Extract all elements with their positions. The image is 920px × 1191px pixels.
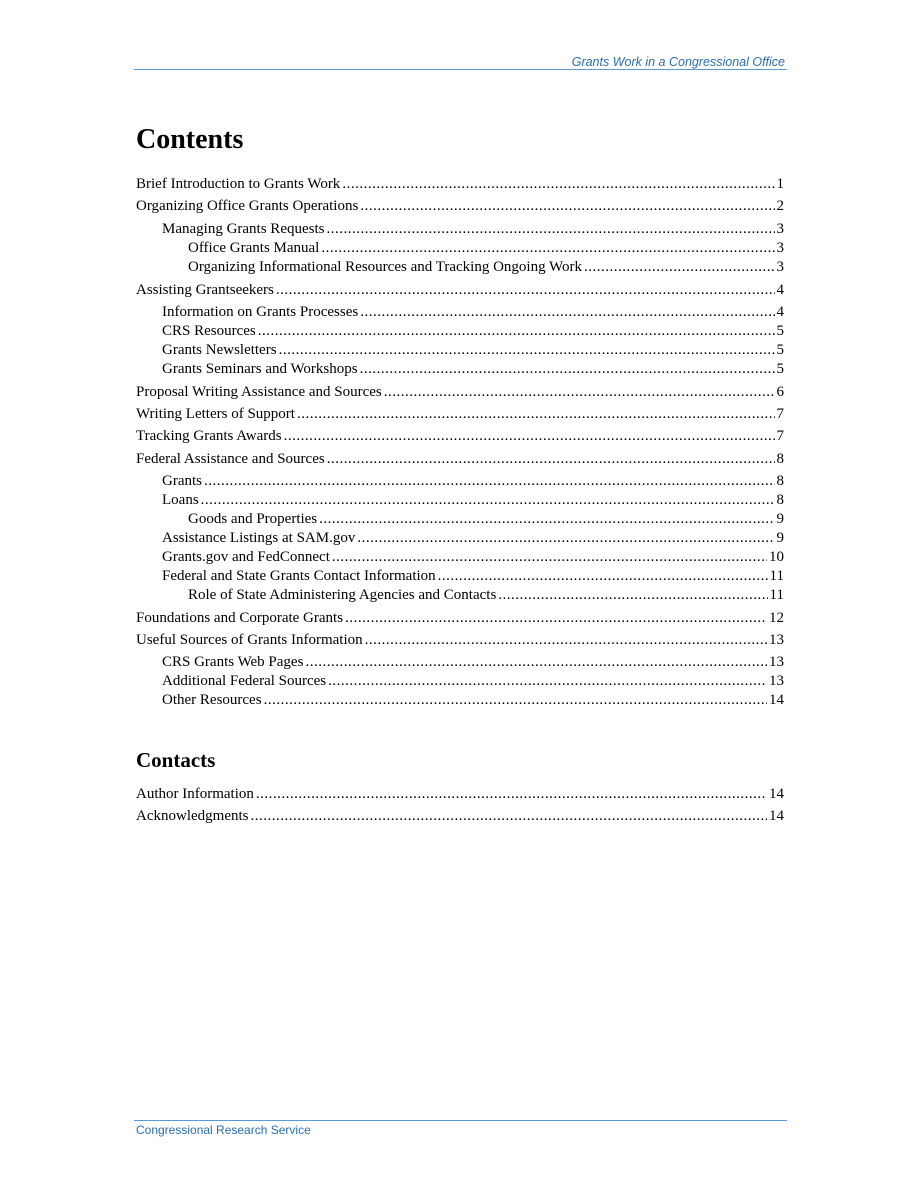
- toc-entry[interactable]: [136, 609, 784, 628]
- toc-entry-page: 7: [776, 428, 784, 444]
- toc-entry[interactable]: [188, 586, 784, 605]
- toc-entry-label: Grants.gov and FedConnect: [162, 549, 330, 565]
- toc-dot-leader: [250, 807, 767, 826]
- toc-dot-leader: [258, 322, 775, 341]
- toc-entry[interactable]: [136, 281, 784, 300]
- toc-dot-leader: [279, 341, 775, 360]
- toc-entry-page: 13: [769, 654, 784, 670]
- toc-dot-leader: [305, 653, 767, 672]
- toc-entry-label: Tracking Grants Awards: [136, 428, 282, 444]
- toc-entry-label: Managing Grants Requests: [162, 221, 325, 237]
- toc-entry[interactable]: [136, 631, 784, 650]
- toc-entry[interactable]: [188, 258, 784, 277]
- toc-dot-leader: [264, 691, 767, 710]
- toc-entry[interactable]: [136, 807, 784, 826]
- toc-entry-label: Federal and State Grants Contact Information: [162, 568, 436, 584]
- toc-entry-page: 1: [776, 176, 784, 192]
- footer-publisher: Congressional Research Service: [136, 1123, 311, 1137]
- running-header: Grants Work in a Congressional Office: [571, 55, 785, 69]
- toc-entry-page: 4: [776, 282, 784, 298]
- toc-entry[interactable]: [162, 341, 784, 360]
- toc-dot-leader: [365, 631, 767, 650]
- toc-dot-leader: [319, 510, 774, 529]
- toc-entry-page: 5: [776, 323, 784, 339]
- toc-dot-leader: [360, 360, 775, 379]
- toc-entry-page: 14: [769, 786, 784, 802]
- toc-dot-leader: [357, 529, 774, 548]
- toc-entry-page: 9: [776, 511, 784, 527]
- toc-entry-label: Brief Introduction to Grants Work: [136, 176, 341, 192]
- toc-entry[interactable]: [162, 567, 784, 586]
- toc-entry-label: Grants: [162, 473, 202, 489]
- toc-entry-label: CRS Grants Web Pages: [162, 654, 304, 670]
- toc-entry[interactable]: [162, 691, 784, 710]
- footer-rule: [134, 1120, 787, 1121]
- toc-entry-label: Information on Grants Processes: [162, 304, 359, 320]
- toc-entry[interactable]: [162, 672, 784, 691]
- toc-dot-leader: [342, 175, 774, 194]
- toc-dot-leader: [284, 427, 775, 446]
- toc-entry-label: Writing Letters of Support: [136, 406, 295, 422]
- toc-entry-page: 8: [776, 492, 784, 508]
- toc-dot-leader: [360, 197, 774, 216]
- toc-entry-label: Assistance Listings at SAM.gov: [162, 530, 356, 546]
- toc-dot-leader: [384, 383, 775, 402]
- toc-entry-label: Useful Sources of Grants Information: [136, 632, 363, 648]
- toc-entry-label: Proposal Writing Assistance and Sources: [136, 384, 382, 400]
- toc-entry[interactable]: [162, 548, 784, 567]
- toc-entry-page: 12: [769, 610, 784, 626]
- toc-dot-leader: [276, 281, 775, 300]
- toc-entry-label: Author Information: [136, 786, 254, 802]
- toc-dot-leader: [332, 548, 767, 567]
- toc-entry-page: 13: [769, 673, 784, 689]
- toc-entry[interactable]: [136, 450, 784, 469]
- toc-entry-page: 5: [776, 342, 784, 358]
- toc-entry-page: 3: [776, 221, 784, 237]
- toc-entry-page: 7: [776, 406, 784, 422]
- toc-entry[interactable]: [162, 653, 784, 672]
- toc-dot-leader: [327, 450, 775, 469]
- toc-entry[interactable]: [188, 510, 784, 529]
- toc-dot-leader: [297, 405, 775, 424]
- toc-entry-label: CRS Resources: [162, 323, 256, 339]
- toc-dot-leader: [201, 491, 775, 510]
- toc-entry[interactable]: [136, 427, 784, 446]
- toc-entry-label: Additional Federal Sources: [162, 673, 327, 689]
- toc-entry-label: Loans: [162, 492, 199, 508]
- toc-dot-leader: [326, 220, 774, 239]
- toc-entry-page: 6: [776, 384, 784, 400]
- toc-entry-page: 14: [769, 692, 784, 708]
- toc-entry-page: 11: [769, 587, 784, 603]
- toc-dot-leader: [321, 239, 774, 258]
- header-rule: [134, 69, 787, 70]
- toc-entry[interactable]: [136, 785, 784, 804]
- contacts-heading: Contacts: [136, 748, 216, 772]
- toc-entry-page: 2: [776, 198, 784, 214]
- toc-entry[interactable]: [136, 405, 784, 424]
- toc-entry-page: 9: [776, 530, 784, 546]
- toc-entry[interactable]: [162, 491, 784, 510]
- toc-entry-page: 11: [769, 568, 784, 584]
- toc-entry[interactable]: [162, 472, 784, 491]
- toc-entry[interactable]: [136, 175, 784, 194]
- toc-entry-label: Foundations and Corporate Grants: [136, 610, 344, 626]
- toc-entry[interactable]: [162, 220, 784, 239]
- toc-entry-page: 3: [776, 240, 784, 256]
- toc-entry[interactable]: [136, 197, 784, 216]
- toc-entry-page: 8: [776, 451, 784, 467]
- toc-entry-label: Organizing Informational Resources and Tracking Ongoing Work: [188, 259, 583, 275]
- toc-dot-leader: [345, 609, 767, 628]
- toc-entry-label: Grants Newsletters: [162, 342, 277, 358]
- toc-dot-leader: [256, 785, 767, 804]
- toc-entry-page: 13: [769, 632, 784, 648]
- toc-entry[interactable]: [162, 322, 784, 341]
- toc-entry[interactable]: [136, 383, 784, 402]
- toc-entry-label: Goods and Properties: [188, 511, 318, 527]
- toc-entry-label: Office Grants Manual: [188, 240, 320, 256]
- toc-entry-page: 5: [776, 361, 784, 377]
- toc-dot-leader: [584, 258, 774, 277]
- toc-entry-page: 14: [769, 808, 784, 824]
- toc-dot-leader: [328, 672, 767, 691]
- toc-entry-label: Assisting Grantseekers: [136, 282, 274, 298]
- toc-entry-label: Grants Seminars and Workshops: [162, 361, 358, 377]
- toc-entry-page: 4: [776, 304, 784, 320]
- toc-dot-leader: [204, 472, 775, 491]
- toc-entry-page: 8: [776, 473, 784, 489]
- toc-dot-leader: [360, 303, 774, 322]
- toc-entry-label: Other Resources: [162, 692, 262, 708]
- toc-entry[interactable]: [162, 360, 784, 379]
- toc-entry-label: Role of State Administering Agencies and Contacts: [188, 587, 497, 603]
- toc-entry[interactable]: [162, 529, 784, 548]
- toc-entry[interactable]: [188, 239, 784, 258]
- toc-entry-page: 10: [769, 549, 784, 565]
- contents-heading: Contents: [136, 124, 244, 155]
- toc-entry-label: Federal Assistance and Sources: [136, 451, 325, 467]
- toc-entry-label: Organizing Office Grants Operations: [136, 198, 359, 214]
- toc-entry-page: 3: [776, 259, 784, 275]
- toc-entry-label: Acknowledgments: [136, 808, 249, 824]
- toc-entry[interactable]: [162, 303, 784, 322]
- toc-dot-leader: [498, 586, 767, 605]
- toc-dot-leader: [438, 567, 768, 586]
